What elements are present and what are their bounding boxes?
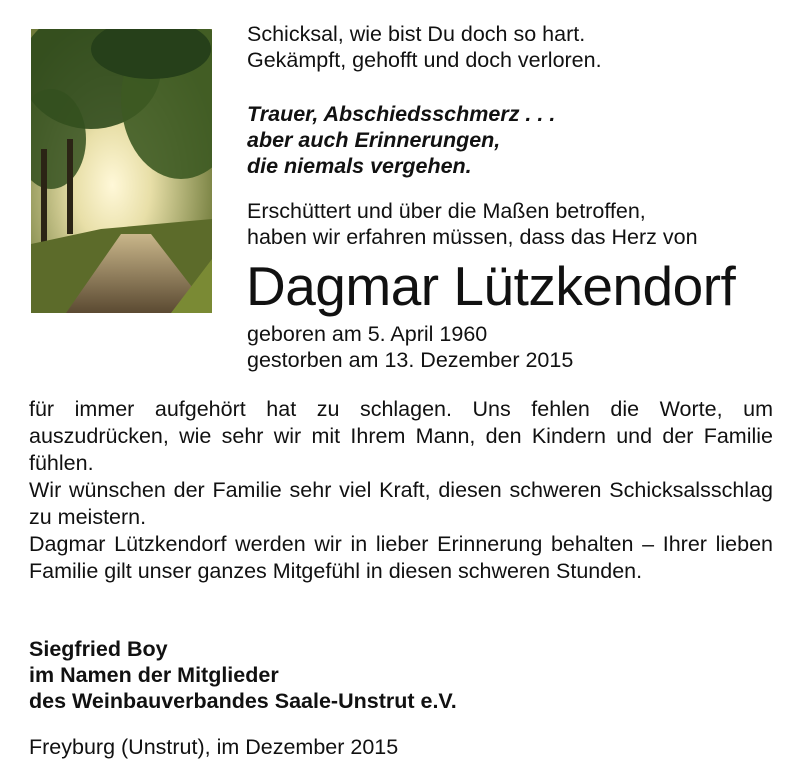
intro-line: Erschüttert und über die Maßen betroffen, xyxy=(247,199,646,223)
signer-organization: des Weinbauverbandes Saale-Unstrut e.V. xyxy=(29,689,457,713)
tree-lined-path-photo xyxy=(31,29,212,313)
italic-quote-line: aber auch Erinnerungen, xyxy=(247,128,501,152)
birth-date: geboren am 5. April 1960 xyxy=(247,322,488,346)
signature-block xyxy=(29,636,457,714)
intro-block xyxy=(247,198,777,250)
deceased-name: Dagmar Lützkendorf xyxy=(246,255,736,317)
italic-quote-line: Trauer, Abschiedsschmerz . . . xyxy=(247,102,556,126)
body-paragraph: Wir wünschen der Familie sehr viel Kraft, diesen schweren Schicksalsschlag zu meistern. xyxy=(29,478,773,529)
quote-line: Schicksal, wie bist Du doch so hart. xyxy=(247,22,586,46)
place-date: Freyburg (Unstrut), im Dezember 2015 xyxy=(29,735,399,759)
italic-quote-block xyxy=(247,101,777,179)
dates-block xyxy=(247,321,777,373)
italic-quote-line: die niemals vergehen. xyxy=(247,154,472,178)
message-body xyxy=(29,396,773,585)
signer-name: Siegfried Boy xyxy=(29,637,168,661)
quote-line: Gekämpft, gehofft und doch verloren. xyxy=(247,48,602,72)
quote-block xyxy=(247,21,777,73)
body-paragraph: Dagmar Lützkendorf werden wir in lieber Erinnerung behalten – Ihrer lieben Familie gilt unser ganzes Mitgefühl in diesen schweren Stunden. xyxy=(29,532,773,583)
body-paragraph: für immer aufgehört hat zu schlagen. Uns fehlen die Worte, um auszudrücken, wie sehr wir mit Ihrem Mann, den Kindern und der Familie fühlen. xyxy=(29,397,773,475)
intro-line: haben wir erfahren müssen, dass das Herz von xyxy=(247,225,698,249)
signer-role: im Namen der Mitglieder xyxy=(29,663,279,687)
death-date: gestorben am 13. Dezember 2015 xyxy=(247,348,574,372)
